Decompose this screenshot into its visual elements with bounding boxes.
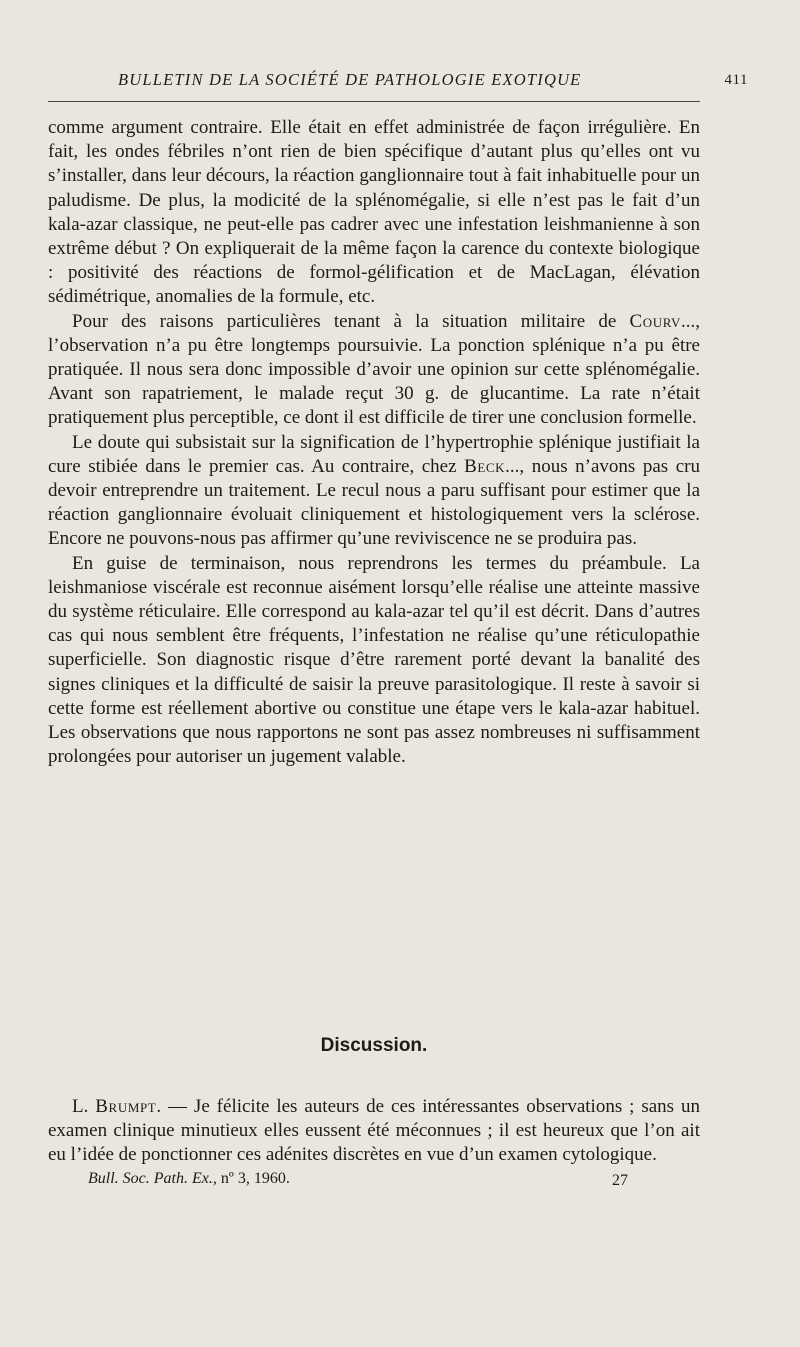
paragraph-3-text-after: ..., nous n’avons pas cru devoir entreprendre un traitement. Le recul nous a paru suffisant pour estimer que la réaction ganglionnaire évoluait cliniquement et histologiquement vers la sclérose. Encore ne pouvons-nous pas affirmer qu’une reviviscence ne se produira pas. (48, 455, 701, 550)
citation-journal: Bull. Soc. Path. Ex. (88, 1170, 213, 1187)
paragraph-2 (48, 310, 700, 431)
discussion-paragraph (48, 1095, 700, 1168)
speaker-initial: L. (72, 1096, 96, 1117)
page-number: 411 (724, 72, 748, 88)
discussion-section (48, 1095, 700, 1168)
patient-name-courv: Courv (629, 310, 681, 332)
header-rule (48, 101, 700, 102)
paragraph-3 (48, 431, 700, 552)
citation-issue: , nº 3, 1960. (212, 1170, 290, 1187)
paragraph-3-text-before: Le doute qui subsistait sur la signification de l’hypertrophie splénique justifiait la cure stibiée dans le premier cas. Au contraire, chez (48, 431, 700, 477)
paragraph-1: comme argument contraire. Elle était en effet administrée de façon irrégulière. En fait, les ondes fébriles n’ont rien de bien spécifique d’autant plus qu’elles ont vu s’installer, dans leur décours, la réaction ganglionnaire tout à fait inhabituelle pour un paludisme. De plus, la modicité de la splénomégalie, si elle n’est pas le fait d’un kala-azar classique, ne peut-elle pas cadrer avec une infestation leishmanienne à son extrême début ? On expliquerait de la même façon la carence du contexte biologique : positivité des réactions de formol-gélification et de MacLagan, élévation sédimétrique, anomalies de la formule, etc. (48, 117, 700, 308)
signature-mark: 27 (612, 1172, 628, 1189)
running-title: BULLETIN DE LA SOCIÉTÉ DE PATHOLOGIE EXOTIQUE (118, 70, 582, 89)
paragraph-2-text-before: Pour des raisons particulières tenant à la situation militaire de (72, 310, 630, 332)
footer-citation (88, 1170, 290, 1188)
running-head (48, 70, 748, 100)
paragraph-2-text-after: ..., l’observation n’a pu être longtemps poursuivie. La ponction splénique n’a pu être pratiquée. Il nous sera donc impossible d’avoir une opinion sur cette splénomégalie. Avant son rapatriement, le malade reçut 30 g. de glucantime. La rate n’était pratiquement plus perceptible, ce dont il est difficile de tirer une conclusion formelle. (48, 310, 700, 429)
discussion-text: . — Je félicite les auteurs de ces intéressantes observations ; sans un examen clinique minutieux elles eussent été méconnues ; il est heureux que l’on ait eu l’idée de ponctionner ces adénites discrètes en vue d’un examen cytologique. (48, 1096, 700, 1166)
paragraph-4: En guise de terminaison, nous reprendrons les termes du préambule. La leishmaniose viscérale est reconnue aisément lorsqu’elle réalise une atteinte massive du système réticulaire. Elle correspond au kala-azar tel qu’il est décrit. Dans d’autres cas qui nous semblent être fréquents, l’infestation ne réalise qu’une réticulopathie superficielle. Son diagnostic risque d’être rarement porté devant la banalité des signes cliniques et la difficulté de saisir la preuve parasitologique. Il reste à savoir si cette forme est réellement abortive ou constitue une étape vers le kala-azar habituel. Les observations que nous rapportons ne sont pas assez nombreuses ni suffisamment prolongées pour autoriser un jugement valable. (48, 552, 700, 768)
patient-name-beck: Beck (464, 455, 506, 477)
discussion-heading: Discussion. (320, 1035, 428, 1056)
speaker-name: Brumpt (95, 1096, 157, 1117)
page-footer (48, 1170, 700, 1194)
article-body (48, 116, 700, 769)
